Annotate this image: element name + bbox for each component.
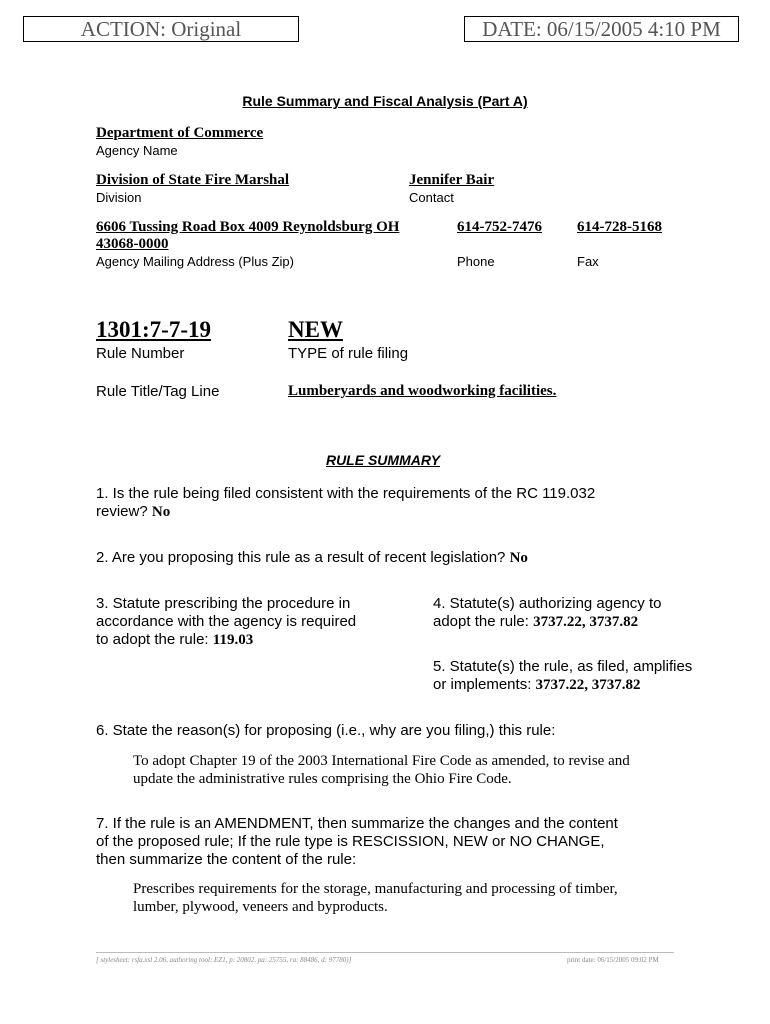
question-1-answer: No	[151, 504, 171, 520]
fax-label: Fax	[577, 254, 599, 269]
question-7-line3: then summarize the content of the rule:	[96, 851, 357, 868]
question-5	[433, 658, 733, 694]
question-5-text: or implements:	[433, 676, 532, 693]
question-5-line1: 5. Statute(s) the rule, as filed, amplifies	[433, 658, 693, 675]
question-4-line2	[433, 613, 733, 631]
question-6: 6. State the reason(s) for proposing (i.e., why are you filing,) this rule:	[96, 722, 556, 739]
action-text: ACTION: Original	[80, 17, 242, 41]
action-box	[23, 16, 299, 42]
page-title: Rule Summary and Fiscal Analysis (Part A)	[242, 93, 528, 109]
question-1-text: review?	[96, 503, 148, 520]
question-4-answer: 3737.22, 3737.82	[533, 614, 639, 630]
question-4	[433, 595, 733, 631]
date-box	[464, 16, 739, 42]
address-line2: 43068-0000	[96, 236, 169, 252]
footer-stylesheet-info: [ stylesheet: rsfa.xsl 2.06, authoring tool: EZ1, p: 20802, pa: 25755, ra: 88486, d: 97780)]	[96, 956, 352, 964]
question-7-line2: of the proposed rule; If the rule type is RESCISSION, NEW or NO CHANGE,	[96, 833, 605, 850]
address-label: Agency Mailing Address (Plus Zip)	[96, 254, 294, 269]
question-3-text: to adopt the rule:	[96, 631, 209, 648]
question-1	[96, 485, 595, 521]
date-text: DATE: 06/15/2005 4:10 PM	[482, 17, 721, 41]
question-5-line2	[433, 676, 733, 694]
rule-number: 1301:7-7-19	[96, 317, 211, 342]
question-6-answer	[133, 752, 630, 788]
agency-name: Department of Commerce	[96, 125, 264, 141]
question-2	[96, 549, 528, 567]
question-7-answer-line2: lumber, plywood, veneers and byproducts.	[133, 899, 388, 915]
rule-summary-heading: RULE SUMMARY	[325, 452, 441, 468]
question-1-line2	[96, 503, 595, 521]
question-5-answer: 3737.22, 3737.82	[535, 677, 641, 693]
rule-type: NEW	[288, 317, 343, 342]
contact-name: Jennifer Bair	[409, 172, 495, 188]
question-6-answer-line2: update the administrative rules comprising the Ohio Fire Code.	[133, 771, 512, 787]
phone-label: Phone	[457, 254, 495, 269]
question-7	[96, 815, 618, 869]
footer-rule	[96, 952, 674, 953]
rule-title-label: Rule Title/Tag Line	[96, 383, 220, 400]
question-2-text: 2. Are you proposing this rule as a result of recent legislation?	[96, 549, 506, 566]
question-3-answer: 119.03	[212, 632, 254, 648]
question-1-line1: 1. Is the rule being filed consistent with the requirements of the RC 119.032	[96, 485, 596, 502]
question-7-answer-line1: Prescribes requirements for the storage, manufacturing and processing of timber,	[133, 881, 618, 897]
question-3-line3	[96, 631, 396, 649]
fax-number: 614-728-5168	[577, 219, 662, 235]
question-6-answer-line1: To adopt Chapter 19 of the 2003 International Fire Code as amended, to revise and	[133, 753, 630, 769]
rule-type-label: TYPE of rule filing	[288, 345, 409, 362]
contact-label: Contact	[409, 190, 454, 205]
phone-number: 614-752-7476	[457, 219, 542, 235]
division-name: Division of State Fire Marshal	[96, 172, 290, 188]
question-3	[96, 595, 396, 649]
agency-name-label: Agency Name	[96, 143, 178, 158]
question-3-line1: 3. Statute prescribing the procedure in	[96, 595, 351, 612]
rule-title: Lumberyards and woodworking facilities.	[288, 383, 557, 399]
rule-number-label: Rule Number	[96, 345, 185, 362]
address-line1: 6606 Tussing Road Box 4009 Reynoldsburg OH	[96, 219, 400, 235]
footer-print-date: print date: 06/15/2005 09:02 PM	[567, 956, 659, 964]
division-label: Division	[96, 190, 142, 205]
question-4-text: adopt the rule:	[433, 613, 529, 630]
question-7-line1: 7. If the rule is an AMENDMENT, then summarize the changes and the content	[96, 815, 618, 832]
question-3-line2: accordance with the agency is required	[96, 613, 357, 630]
question-7-answer	[133, 880, 618, 916]
question-4-line1: 4. Statute(s) authorizing agency to	[433, 595, 662, 612]
question-2-answer: No	[509, 550, 528, 566]
